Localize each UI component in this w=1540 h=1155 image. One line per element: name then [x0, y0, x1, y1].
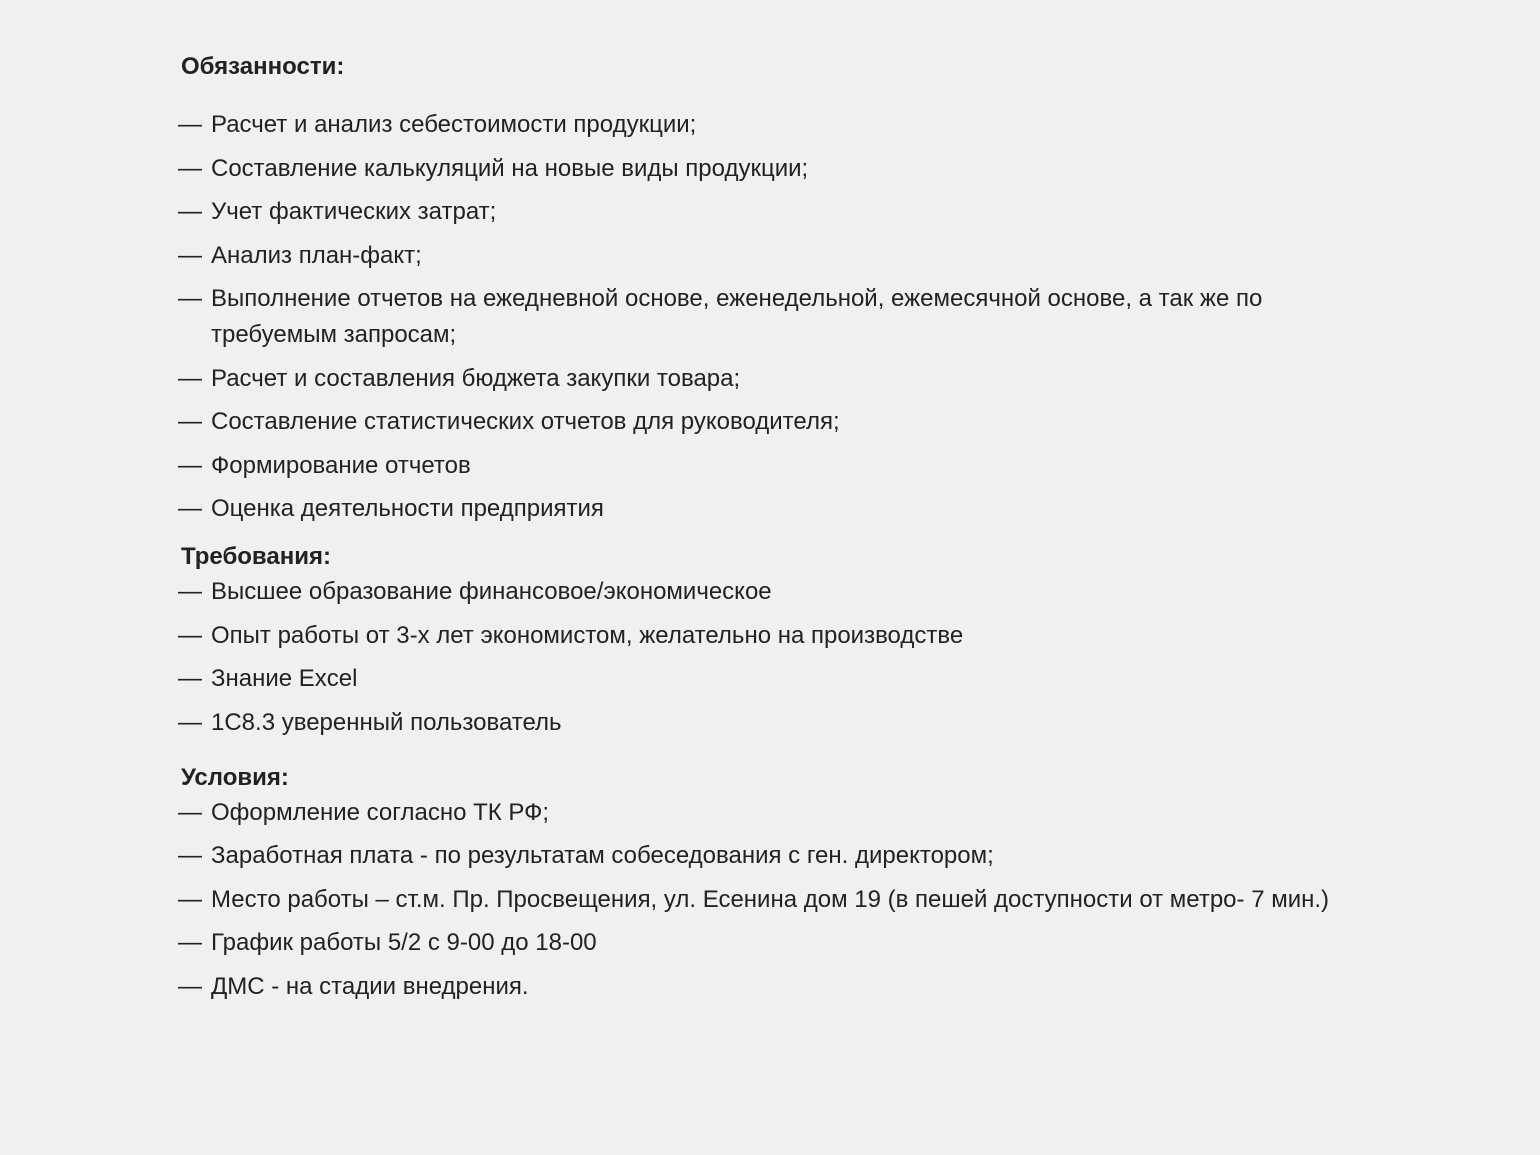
list-item-text: Учет фактических затрат;	[211, 198, 497, 225]
list-item	[178, 925, 1378, 961]
list-item	[178, 404, 1378, 440]
conditions-list	[178, 795, 1378, 1005]
duties-heading: Обязанности:	[181, 53, 345, 80]
dash-bullet: —	[178, 578, 202, 605]
dash-bullet: —	[178, 798, 202, 826]
list-item-text: Составление статистических отчетов для руководителя;	[211, 408, 840, 435]
dash-bullet: —	[178, 708, 202, 736]
dash-bullet: —	[178, 621, 202, 649]
dash-bullet: —	[178, 842, 202, 869]
list-item-text: Оценка деятельности предприятия	[211, 495, 604, 522]
list-item	[178, 361, 1378, 397]
dash-bullet: —	[178, 241, 202, 269]
list-item-text: Расчет и составления бюджета закупки товара;	[211, 364, 741, 392]
list-item	[178, 151, 1378, 187]
list-item	[178, 107, 1378, 143]
list-item-text: Высшее образование финансовое/экономическое	[211, 578, 772, 605]
list-item	[178, 448, 1378, 484]
dash-bullet: —	[178, 111, 202, 138]
list-item-text: График работы 5/2 с 9-00 до 18-00	[211, 929, 597, 956]
list-item-text: Расчет и анализ себестоимости продукции;	[211, 111, 697, 138]
list-item-text: 1С8.3 уверенный пользователь	[211, 708, 562, 736]
dash-bullet: —	[178, 495, 202, 522]
duties-list	[178, 107, 1378, 527]
list-item	[178, 661, 1378, 697]
list-item	[178, 838, 1378, 874]
requirements-section	[178, 540, 1378, 741]
list-item-text: Заработная плата - по результатам собеседования с ген. директором;	[211, 842, 994, 869]
list-item-text: Место работы – ст.м. Пр. Просвещения, ул. Есенина дом 19 (в пешей доступности от метро- 7 мин.)	[211, 885, 1330, 913]
dash-bullet: —	[178, 154, 202, 182]
list-item-text: Анализ план-факт;	[211, 241, 422, 269]
dash-bullet: —	[178, 885, 202, 913]
dash-bullet: —	[178, 972, 202, 1000]
vacancy-text	[178, 50, 1378, 1012]
dash-bullet: —	[178, 451, 202, 479]
list-item	[178, 618, 1378, 654]
dash-bullet: —	[178, 408, 202, 435]
list-item	[178, 969, 1378, 1005]
list-item	[178, 882, 1378, 918]
dash-bullet: —	[178, 929, 202, 956]
dash-bullet: —	[178, 665, 202, 692]
list-item-text: Опыт работы от 3-х лет экономистом, желательно на производстве	[211, 621, 964, 649]
duties-section	[178, 50, 1378, 527]
list-item	[178, 705, 1378, 741]
dash-bullet: —	[178, 285, 202, 312]
list-item-text: Составление калькуляций на новые виды продукции;	[211, 154, 809, 182]
conditions-section	[178, 761, 1378, 1005]
requirements-list	[178, 574, 1378, 741]
conditions-heading: Условия:	[181, 763, 289, 791]
list-item-text: ДМС - на стадии внедрения.	[211, 972, 529, 1000]
list-item-text: Оформление согласно ТК РФ;	[211, 798, 550, 826]
list-item-text: Формирование отчетов	[211, 451, 471, 479]
requirements-heading: Требования:	[181, 543, 331, 570]
list-item	[178, 281, 1378, 353]
list-item-text: Знание Excel	[211, 665, 358, 692]
list-item	[178, 238, 1378, 274]
list-item-text: Выполнение отчетов на ежедневной основе, еженедельной, ежемесячной основе, а так же по требуемым запросам;	[211, 285, 1263, 348]
list-item	[178, 491, 1378, 527]
list-item	[178, 795, 1378, 831]
list-item	[178, 574, 1378, 610]
dash-bullet: —	[178, 364, 202, 392]
dash-bullet: —	[178, 198, 202, 225]
list-item	[178, 194, 1378, 230]
